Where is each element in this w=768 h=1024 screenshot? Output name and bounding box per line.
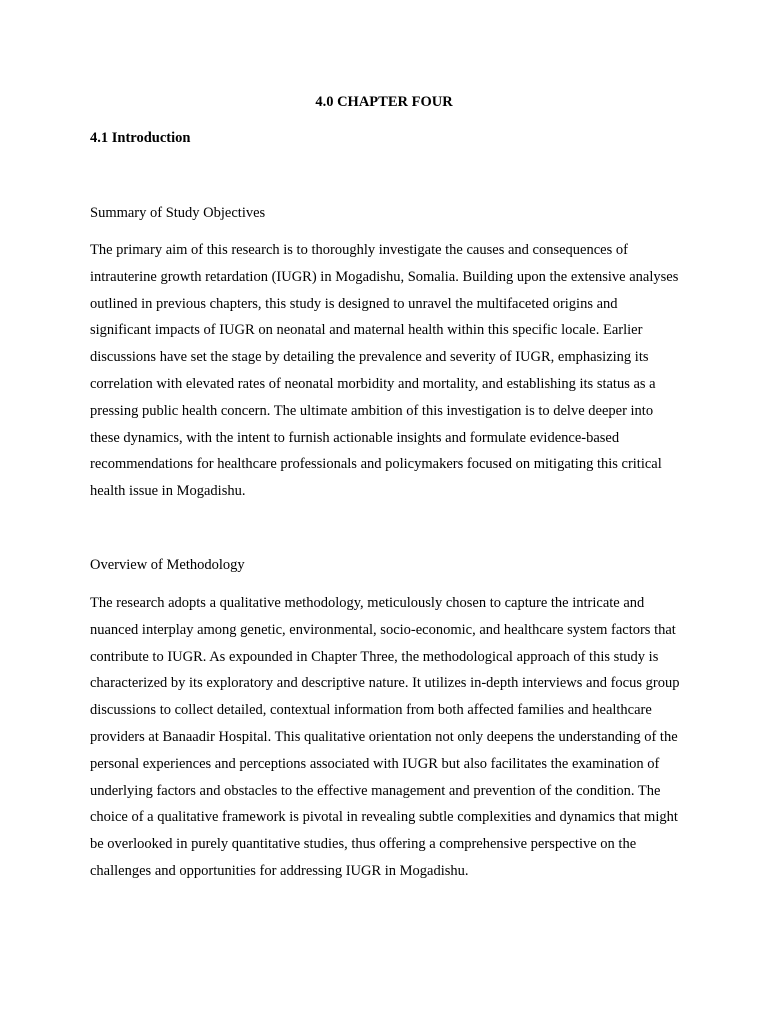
subheading-study-objectives: Summary of Study Objectives bbox=[90, 205, 266, 221]
subheading-methodology: Overview of Methodology bbox=[90, 557, 245, 573]
paragraph-study-objectives: The primary aim of this research is to thoroughly investigate the causes and consequences of intrauterine growth retardation (IUGR) in Mogadishu, Somalia. Building upon the extensive analyses outlined in previous chapters, this study is designed to unravel the multifaceted origins and significant impacts of IUGR on neonatal and maternal health within this specific locale. Earlier discussions have set the stage by detailing the prevalence and severity of IUGR, emphasizing its correlation with elevated rates of neonatal morbidity and mortality, and establishing its status as a pressing public health concern. The ultimate ambition of this investigation is to delve deeper into these dynamics, with the intent to furnish actionable insights and formulate evidence-based recommendations for healthcare professionals and policymakers focused on mitigating this critical health issue in Mogadishu. bbox=[90, 242, 679, 500]
section-heading: 4.1 Introduction bbox=[90, 130, 191, 146]
document-page bbox=[90, 0, 680, 1024]
chapter-title: 4.0 CHAPTER FOUR bbox=[315, 94, 453, 110]
paragraph-methodology: The research adopts a qualitative methodology, meticulously chosen to capture the intricate and nuanced interplay among genetic, environmental, socio-economic, and healthcare system factors that contribute to IUGR. As expounded in Chapter Three, the methodological approach of this study is characterized by its exploratory and descriptive nature. It utilizes in-depth interviews and focus group discussions to collect detailed, contextual information from both affected families and healthcare providers at Banaadir Hospital. This qualitative orientation not only deepens the understanding of the personal experiences and perceptions associated with IUGR but also facilitates the examination of underlying factors and obstacles to the effective management and prevention of the condition. The choice of a qualitative framework is pivotal in revealing subtle complexities and dynamics that might be overlooked in purely quantitative studies, thus offering a comprehensive perspective on the challenges and opportunities for addressing IUGR in Mogadishu. bbox=[90, 595, 680, 879]
